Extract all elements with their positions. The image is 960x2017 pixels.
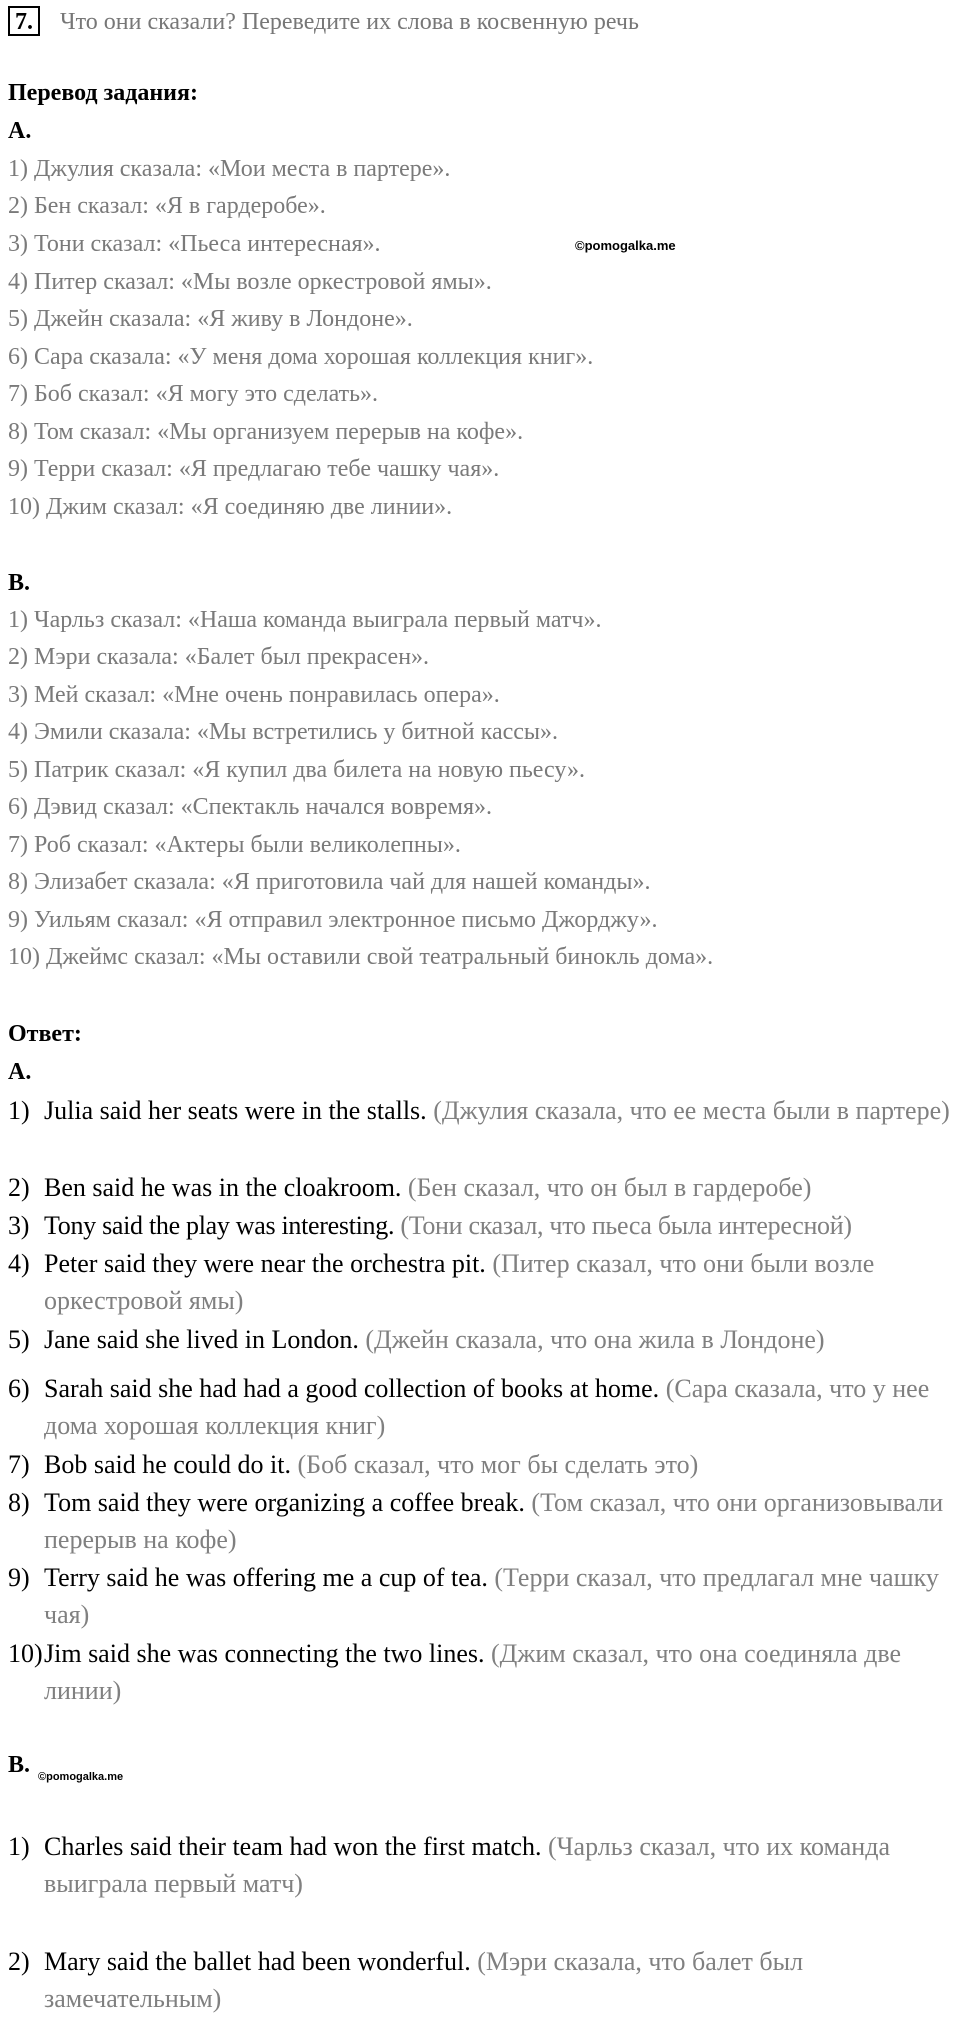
list-item: 6) Сара сказала: «У меня дома хорошая коллекция книг». (8, 344, 594, 370)
item-number: 8) (8, 1488, 30, 1517)
list-item: 4) Эмили сказала: «Мы встретились у битной кассы». (8, 719, 559, 745)
list-item: 6) Дэвид сказал: «Спектакль начался вовремя». (8, 794, 493, 820)
english-answer: Tony said the play was interesting. (44, 1211, 395, 1240)
russian-translation: (Боб сказал, что мог бы сделать это) (297, 1450, 699, 1479)
list-item: 1) Чарльз сказал: «Наша команда выиграла первый матч». (8, 607, 602, 633)
english-answer: Jane said she lived in London. (44, 1325, 359, 1354)
answer-item (8, 1207, 956, 1244)
answer-b-label: B. (8, 1752, 31, 1778)
list-item: 9) Терри сказал: «Я предлагаю тебе чашку чая». (8, 456, 500, 482)
task-prompt: Что они сказали? Переведите их слова в косвенную речь (60, 9, 639, 35)
list-item: 9) Уильям сказал: «Я отправил электронное письмо Джорджу». (8, 907, 658, 933)
item-number: 3) (8, 1211, 30, 1240)
russian-translation: (Том сказал, что они организовывали перерыв на кофе) (44, 1488, 944, 1554)
list-item: 2) Бен сказал: «Я в гардеробе». (8, 193, 326, 219)
translation-heading: Перевод задания: (8, 80, 198, 106)
item-number: 5) (8, 1325, 30, 1354)
item-number: 2) (8, 1947, 30, 1976)
russian-translation: (Джейн сказала, что она жила в Лондоне) (365, 1325, 825, 1354)
list-item: 3) Тони сказал: «Пьеса интересная». (8, 231, 381, 257)
section-a-label: A. (8, 118, 32, 144)
task-number-box: 7. (8, 6, 40, 36)
answer-item (8, 1169, 956, 1206)
answer-a-label: A. (8, 1059, 32, 1085)
russian-translation: (Питер сказал, что они были возле оркестровой ямы) (44, 1249, 875, 1315)
item-number: 10) (8, 1639, 43, 1668)
answer-item (8, 1943, 956, 2017)
list-item: 5) Джейн сказала: «Я живу в Лондоне». (8, 306, 413, 332)
russian-translation: (Терри сказал, что предлагал мне чашку чая) (44, 1563, 939, 1629)
list-item: 3) Мей сказал: «Мне очень понравилась опера». (8, 682, 500, 708)
item-number: 6) (8, 1374, 30, 1403)
answer-item (8, 1559, 956, 1633)
russian-translation: (Бен сказал, что он был в гардеробе) (407, 1173, 812, 1202)
list-item: 2) Мэри сказала: «Балет был прекрасен». (8, 644, 430, 670)
item-number: 1) (8, 1096, 30, 1125)
list-item: 5) Патрик сказал: «Я купил два билета на новую пьесу». (8, 757, 585, 783)
watermark: ©pomogalka.me (38, 1771, 124, 1783)
list-item: 10) Джим сказал: «Я соединяю две линии». (8, 494, 453, 520)
list-item: 7) Роб сказал: «Актеры были великолепны». (8, 832, 461, 858)
answer-item (8, 1484, 956, 1558)
answer-heading: Ответ: (8, 1021, 82, 1047)
russian-translation: (Джулия сказала, что ее места были в партере) (433, 1096, 950, 1125)
answer-item (8, 1245, 956, 1319)
russian-translation: (Тони сказал, что пьеса была интересной) (400, 1211, 852, 1240)
item-number: 9) (8, 1563, 30, 1592)
english-answer: Ben said he was in the cloakroom. (44, 1173, 402, 1202)
answer-item (8, 1828, 956, 1902)
english-answer: Mary said the ballet had been wonderful. (44, 1947, 471, 1976)
russian-translation: (Сара сказала, что у нее дома хорошая коллекция книг) (44, 1374, 930, 1440)
answer-item (8, 1370, 956, 1444)
item-number: 2) (8, 1173, 30, 1202)
list-item: 8) Элизабет сказала: «Я приготовила чай для нашей команды». (8, 869, 651, 895)
english-answer: Bob said he could do it. (44, 1450, 291, 1479)
item-number: 1) (8, 1832, 30, 1861)
list-item: 10) Джеймс сказал: «Мы оставили свой театральный бинокль дома». (8, 944, 714, 970)
russian-translation: (Чарльз сказал, что их команда выиграла первый матч) (44, 1832, 890, 1898)
item-number: 4) (8, 1249, 30, 1278)
list-item: 7) Боб сказал: «Я могу это сделать». (8, 381, 379, 407)
english-answer: Terry said he was offering me a cup of tea. (44, 1563, 488, 1592)
english-answer: Charles said their team had won the first match. (44, 1832, 542, 1861)
english-answer: Peter said they were near the orchestra pit. (44, 1249, 486, 1278)
russian-translation: (Джим сказал, что она соединяла две линии) (44, 1639, 902, 1705)
section-b-label: B. (8, 570, 31, 596)
english-answer: Julia said her seats were in the stalls. (44, 1096, 427, 1125)
answer-item (8, 1092, 956, 1129)
english-answer: Jim said she was connecting the two lines. (44, 1639, 485, 1668)
russian-translation: (Мэри сказала, что балет был замечательным) (44, 1947, 804, 2013)
english-answer: Sarah said she had had a good collection of books at home. (44, 1374, 660, 1403)
list-item: 8) Том сказал: «Мы организуем перерыв на кофе». (8, 419, 524, 445)
answer-item (8, 1635, 956, 1709)
answer-item (8, 1321, 956, 1358)
answer-item (8, 1446, 956, 1483)
list-item: 4) Питер сказал: «Мы возле оркестровой ямы». (8, 269, 492, 295)
list-item: 1) Джулия сказала: «Мои места в партере». (8, 156, 451, 182)
english-answer: Tom said they were organizing a coffee break. (44, 1488, 525, 1517)
item-number: 7) (8, 1450, 30, 1479)
watermark: ©pomogalka.me (575, 238, 676, 253)
